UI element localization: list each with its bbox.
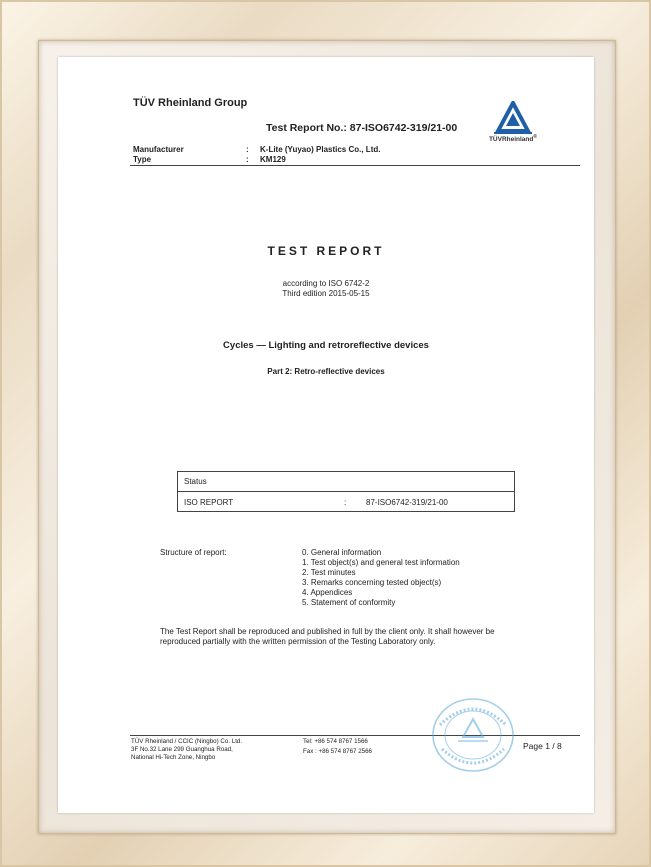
structure-list <box>302 548 460 608</box>
fax: Fax : +86 574 8767 2566 <box>303 748 372 755</box>
status-table <box>177 471 515 512</box>
edition-date: Third edition 2015-05-15 <box>282 289 370 298</box>
structure-label: Structure of report: <box>160 548 227 557</box>
manufacturer-label: Manufacturer <box>133 145 184 154</box>
type-value: KM129 <box>260 155 286 164</box>
iso-report-label: ISO REPORT <box>184 498 234 507</box>
list-item: 0. General information <box>302 548 382 557</box>
footer-address <box>131 738 242 762</box>
list-item: 3. Remarks concerning tested object(s) <box>302 578 442 587</box>
notice-line: reproduced partially with the written permission of the Testing Laboratory only. <box>160 637 436 646</box>
telephone: Tel: +86 574 8767 1566 <box>303 738 368 745</box>
iso-report-colon: : <box>344 498 347 507</box>
report-page <box>58 57 594 813</box>
list-item: 2. Test minutes <box>302 568 356 577</box>
manufacturer-colon: : <box>246 145 249 154</box>
type-label: Type <box>133 155 152 164</box>
official-seal-stamp-icon <box>428 695 518 775</box>
reproduction-notice <box>160 627 550 647</box>
address-line: National Hi-Tech Zone, Ningbo <box>131 754 216 761</box>
list-item: 1. Test object(s) and general test information <box>302 558 460 567</box>
part-heading: Part 2: Retro-reflective devices <box>267 367 385 376</box>
type-colon: : <box>246 155 249 164</box>
iso-report-value: 87-ISO6742-319/21-00 <box>366 498 448 507</box>
address-line: TÜV Rheinland / CCIC (Ningbo) Co. Ltd. <box>131 738 243 745</box>
address-line: 3F No.32 Lane 299 Guanghua Road, <box>131 746 233 753</box>
tuv-logo <box>484 101 542 147</box>
footer-contact <box>303 738 372 756</box>
report-number: Test Report No.: 87-ISO6742-319/21-00 <box>266 122 458 134</box>
company-name: TÜV Rheinland Group <box>133 97 248 109</box>
list-item: 4. Appendices <box>302 588 353 597</box>
header-divider <box>130 165 580 166</box>
status-row <box>178 472 514 492</box>
list-item: 5. Statement of conformity <box>302 598 396 607</box>
logo-registered: ® <box>533 134 538 140</box>
tuv-triangle-icon <box>484 101 542 135</box>
page-number: Page 1 / 8 <box>523 741 562 751</box>
logo-text: TÜVRheinland <box>488 136 534 144</box>
manufacturer-value: K-Lite (Yuyao) Plastics Co., Ltd. <box>260 145 381 154</box>
subject-heading: Cycles — Lighting and retroreflective devices <box>223 340 429 351</box>
notice-line: The Test Report shall be reproduced and published in full by the client only. It shall however be <box>160 627 495 636</box>
standard-reference: according to ISO 6742-2 <box>282 279 370 288</box>
document-title: TEST REPORT <box>267 244 385 258</box>
status-label: Status <box>184 477 207 486</box>
